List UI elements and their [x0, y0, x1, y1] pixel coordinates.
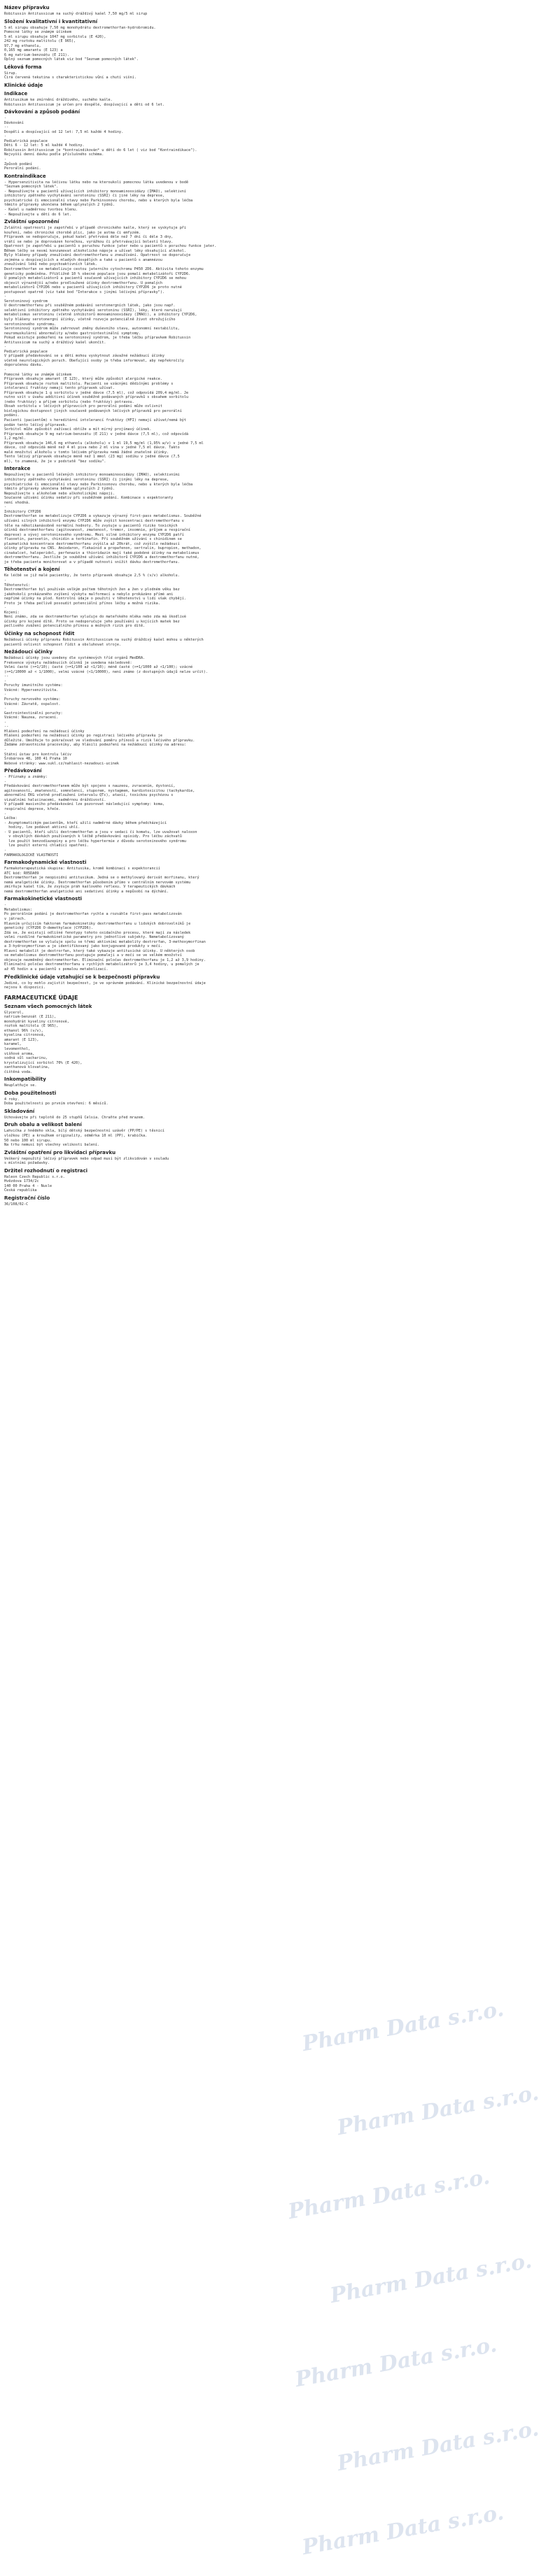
section-body: Robitussin Antitussicum na suchý dráždivý kašel 7,50 mg/5 ml sirup	[4, 12, 148, 16]
section-body: Haleon Czech Republic s.r.o. Hvězdova 1734/2c 140 00 Praha 4 - Nusle Česká republika	[4, 1174, 65, 1193]
watermark: Pharm Data s.r.o.	[293, 2332, 499, 2393]
section-body: Lahvička z hnědého skla, bílý dětský bezpečnostní uzávěr (PP/PE) s těsnicí vložkou (PE) a kroužkem originality, odměrka 10 ml (PP), krabička. 50 nebo 100 ml sirupu. Na trhu nemusí být všechny velikosti balení.	[4, 1129, 165, 1148]
document-section	[4, 631, 416, 647]
section-body: Nežádoucí účinky přípravku Robitussin Antitussicum na suchý dráždivý kašel mohou u některých pacientů ovlivnit schopnost řídit a obsluhovat stroje.	[4, 637, 204, 647]
section-body: Jediné, co by mohlo zajistit bezpečnost, je ve správném podávání. Klinické bezpečnostní údaje nejsou k dispozici.	[4, 981, 206, 990]
section-heading: Seznam všech pomocných látek	[4, 1003, 92, 1009]
section-body: - Příznaky a známky: - Předávkování dextromethorfanem může být spojeno s nauzeou, zvracením, dystonií, agitovaností, zmateností, somnolencí, stuporem, nystagmem, kardiotoxicitou (tachykardie, abnormální EKG včetně prodloužení intervalu QTc), ataxií, toxickou psychózou s vizuálními halucinacemi, nadměrnou dráždivostí. V případě masivního předávkování lze pozorovat následující symptomy: koma, respirační deprese, křeče. - Léčba: - Asymptomatickým pacientům, kteří užili nadměrné dávky během předcházející hodiny, lze podávat aktivní uhlí. - U pacientů, kteří užili dextromethorfan a jsou v sedaci či komatu, lze uvažovat naloxon v obvyklých dávkách používaných k léčbě předávkování opioidy. Pro léčbu záchvatů lze použít benzodiazepiny a pro léčbu hypertermie z důvodu serotoninového syndromu lze použít externí chladící opatření. - FARMAKOLOGICKÉ VLASTNOSTI	[4, 775, 197, 858]
watermark: Pharm Data s.r.o.	[286, 2164, 492, 2225]
section-heading: Zvláštní upozornění	[4, 219, 59, 225]
document-section	[4, 91, 416, 107]
watermark: Pharm Data s.r.o.	[335, 2416, 541, 2477]
section-heading: Inkompatibility	[4, 1076, 46, 1083]
section-body: Glycerol, natrium-benzoát (E 211), monohydrát kyseliny citronové, roztok maltitolu (E 965), ethanol 96% (v/v), kyselina citronová, amarant (E 123), karamel, levomenthol, višňové aroma, sodná sůl sacharinu, krystalizující sorbitol 70% (E 420), xanthanová klovatina, čištěná voda.	[4, 1010, 83, 1074]
section-heading: Interakce	[4, 466, 31, 472]
document-section	[4, 768, 416, 858]
document-section	[4, 1122, 416, 1147]
section-body: Neuplatňuje se.	[4, 1083, 37, 1088]
document-section	[4, 219, 416, 464]
document-section	[4, 649, 416, 766]
document-section	[4, 5, 416, 17]
section-body: Sirup. Čirá červená tekutina s charakteristickou vůní a chutí višní.	[4, 71, 136, 80]
section-heading: Druh obalu a velikost balení	[4, 1122, 82, 1128]
document-section	[4, 109, 416, 171]
document-section	[4, 860, 416, 894]
section-body: Uchovávejte při teplotě do 25 stupňů Celsia. Chraňte před mrazem.	[4, 1115, 146, 1120]
section-body: - Metabolismus: Po perorálním podání je dextromethorfan rychle a rozsáhle first-pass metabolizován v játrech. Hlavním určujícím faktorem farmakokinetiky dextromethorfanu u lidských dobrovolníků je genetický (CYP2D6 O-demethylace (CYP2D6). Zdá se, že existují odlišné fenotypy tohoto oxidačního procesu, které mají za následek velmi rozdílné farmakokinetické parametry pro jednotlivé subjekty. Nemetabolizovaný dextromethorfan se vylučuje spolu se třemi aktivními metabolity dextrorfan, 3-methoxymorfinan a 3-hydroxymorfinan a je identifikovaný jako konjugované produkty v moči. Hlavní metabolit je dextrorfan, který také vykazuje antitusické účinky. U některých osob se metabolismus dextromethorfanu postupuje pomaleji a v moči se ve velkém množství objevuje nezměněný dextromethorfan. Eliminační poločas dextromethorfanu je 1,2 až 3,9 hodiny. Eliminační poločas dextromethorfanu u rychlých metabolizátorů je 3,4 hodiny, u pomalých je až 45 hodin a u pacientů s pomalou metabolizací.	[4, 903, 206, 972]
document-section	[4, 1168, 416, 1193]
section-body: Zvláštní opatrnosti je zapotřebí v případě chronického kašle, který se vyskytuje při kouření, nebo chronické chorobě plic, jako je astma či emfyzém. Přípravek se nedoporučuje, pokud kašel přetrvává déle než 7 dní či déle 3 dny, vrátí se nebo je doprovázen horečkou, vyrážkou či přetrvávající bolestí hlavy. Opatrnost je zapotřebí u pacientů s poruchou funkce jater nebo u pacientů s poruchou funkce jater. Během léčby se nesmí konzumovat alkoholické nápoje a užívat léky obsahující alkohol. Byly hlášeny případy zneužívání dextromethorfanu u zneužívání. Opatrnost se doporučuje zejména u dospívajících a mladých dospělých a také u pacientů s anamnézou zneužívání léků nebo psychoaktivních látek. Dextromethorfan se metabolizuje cestou jaterního cytochromu P450 2D6. Aktivita tohoto enzymu geneticky podmíněna. Přibližně 10 % obecné populace jsou pomalí metabolizátoři CYP2D6. U pomalých metabolizátorů a pacientů současně užívajících inhibitory CYP2D6 se mohou objevit výraznější a/nebo prodloužené účinky dextromethorfanu. U pomalých metabolizátorů CYP2D6 nebo u pacientů užívajících inhibitory CYP2D6 je proto nutné postupovat opatrně (viz také bod "Interakce s jinými léčivými přípravky"). - Serotoninový syndrom U dextromethorfanu při souběžném podávání serotonergních látek, jako jsou např. selektivní inhibitory zpětného vychytávání serotoninu (SSRI), léky, které narušují metabolismus serotoninu (včetně inhibitorů monoaminooxidázy (IMAO)), a inhibitory CYP2D6, byly hlášeny serotonergní účinky, včetně rozvoje potenciálně život ohrožujícího serotoninového syndromu. Serotoninový syndrom může zahrnovat změny duševního stavu, autonomní nestabilitu, neuromuskulární abnormality a/nebo gastrointestinální symptomy. Pokud existuje podezření na serotoninový syndrom, je třeba léčbu přípravkem Robitussin Antitussicum na suchý a dráždivý kašel ukončit. - Pediatrická populace V případě předávkování se u dětí mohou vyskytnout závažné nežádoucí účinky včetně neurologických poruch. Obeťující osoby je třeba informovat, aby nepřekročily doporučenou dávku. - Pomocné látky se známým účinkem Přípravek obsahuje amarant (E 123), který může způsobit alergické reakce. Přípravek obsahuje roztok maltitolu. Pacienti se vzácnými dědičnými problémy s intolerancí fruktózy nemají tento přípravek užívat. Přípravek obsahuje 1 g sorbitolu v jedné dávce (7,5 ml), což odpovídá 209,4 mg/ml. Je nutno vzít v úvahu additivní účinek souběžně podávaných přípravků s obsahem sorbitolu (nebo fruktózy) a příjem sorbitolu (nebo fruktózy) potravou. Obsah sorbitolu v léčivých přípravcích pro perorální podání může ovlivnit biologickou dostupnost jiných současně podávaných léčivých přípravků pro perorální podání. Pacienti (pacientům) s hereditární intolerancí fruktózy (HFI) nemají užívat/nemá být podán tento léčivý přípravek. Sorbitol může způsobit zažívací obtíže a mít mírný projímavý účinek. Přípravek obsahuje 9 mg natrium-benzoátu (E 211) v jedné dávce (7,5 ml), což odpovídá 1,2 mg/ml. Přípravek obsahuje 146,6 mg ethanolu (alkoholu) v 1 ml 19,5 mg/ml (1,95% w/v) v jedné 7,5 ml dávce, což odpovídá méně než 4 ml piva nebo 2 ml vína v jedné 7,5 ml dávce. Takto malé množství alkoholu v tomto léčivém přípravku nemá žádné znatelné účinky. Tento léčivý přípravek obsahuje méně než 1 mmol (23 mg) sodíku v jedné dávce (7,5 ml), to znamená, že je v podstatě "bez sodíku".	[4, 226, 217, 464]
section-heading: Držitel rozhodnutí o registraci	[4, 1167, 88, 1174]
section-body: - Hypersenzitivita na léčivou látku nebo na kteroukoli pomocnou látku uvedenou v bodě "Seznam pomocných látek". - Nepoužívejte u pacientů užívajících inhibitory monoaminooxidázy (IMAO), selektivní inhibitory zpětného vychytávání serotoninu (SSRI) či jiné léky na deprese, psychiatrické či emocionální stavy nebo Parkinsonovu chorobu, nebo u kterých byla léčba těmito přípravky ukončena během uplynulých 2 týdnů. - Kašel u nadměrnou tvorbou hlenu. - Nepoužívejte u dětí do 6 let.	[4, 180, 193, 217]
section-heading: Kontraindikace	[4, 173, 46, 179]
document-section	[4, 1004, 416, 1075]
section-body: Ke léčbě se již malé pacientky, že tento přípravek obsahuje 2,5 % (v/v) alkoholu. - Těhotenství: Dextromethorfan byl používán velkým počtem těhotných žen a žen v plodném věku bez jakéhokoli prokázaného zvýšení výskytu malformací a nebylo prokázáno přímé ani nepřímé účinky na plod. Kontrolní údaje o použití v těhotenství u lidí však chybějí. Proto je třeba pečlivě posoudit potenciální přínos léčby a možná rizika. - Kojení: Není známo, zda se dextromethorfan vylučuje do mateřského mléka nebo zda má škodlivé účinky pro kojené dítě. Proto se nedoporučuje jeho používání u kojících matek bez pečlivého zvážení potenciálního přínosu a možných rizik pro dítě.	[4, 574, 186, 629]
section-body: Nepoužívejte u pacientů léčených inhibitory monoaminooxidázy (IMAO), selektivními inhibitory zpětného vychytávání serotoninu (SSRI) či jinými léky na deprese, psychiatrické či emocionální stavy nebo Parkinsonovu chorobu, nebo u kterých byla léčba těmito přípravky ukončena během uplynulých 2 týdnů. Nepoužívejte s alkoholem nebo alkoholickými nápoji. Současné užívání účinku sedativ při souběžném podání. Kombinace s expektoranty není vhodná. - Inhibitory CYP2D6 Dextromethorfan se metabolizuje CYP2D6 a vykazuje výrazný first-pass metabolismus. Souběžné užívání silných inhibitorů enzymu CYP2D6 může zvýšit koncentraci dextromethorfanu v těle na několikanásobně normální hodnoty. To zvyšuje u pacientů riziko toxických účinků dextromethorfanu (agitovanost, zmatenost, tremor, insomnie, průjem a respirační deprese) a vývoj serotoninového syndromu. Mezi silné inhibitory enzymu CYP2D6 patří fluoxetin, paroxetin, chinidin a terbinafin. Při souběžném užívání s chinidinem se plazmatická koncentrace dextromethorfanu zvýšila až 20krát, což zvýšilo nežádoucí účinky přípravku na CNS. Amiodaron, flekainid a propafenon, sertralin, bupropion, methadon, cinakalcet, haloperidol, perfenazin a thioridazin mají také podobné účinky na metabolismus dextromethorfanu. Jestliže je souběžné užívání inhibitorů CYP2D6 a dextromethorfanu nutné, je třeba pacienta monitorovat a v případě nutnosti snížit dávku dextromethorfanu.	[4, 473, 202, 564]
document-section	[4, 1150, 416, 1166]
section-heading: Předávkování	[4, 768, 42, 774]
document-section	[4, 466, 416, 564]
document-section	[4, 896, 416, 972]
document-section	[4, 83, 416, 89]
section-heading: Účinky na schopnost řídit	[4, 630, 75, 636]
section-body: Nežádoucí účinky jsou uvedeny dle systémových tříd orgánů MedDRA. Frekvence výskytu nežádoucích účinků je uvedena následovně: Velmi časté (>=1/10); časté (>=1/100 až <1/10); méně časté (>=1/1000 až <1/100); vzácné (>=1/10000 až < 1/1000), velmi vzácné (<1/10000), není známo (z dostupných údajů nelze určit). -- - Poruchy imunitního systému: Vzácné: Hypersenzitivita. - Poruchy nervového systému: Vzácné: Závratě, ospalost. - Gastrointestinální poruchy: Vzácné: Nauzea, zvracení. - -- Hlášení podezření na nežádoucí účinky Hlášení podezření na nežádoucí účinky po registraci léčivého přípravku je důležité. Umožňuje to pokračovat ve sledování poměru přínosů a rizik léčivého přípravku. Žádáme zdravotnické pracovníky, aby hlásili podezření na nežádoucí účinky na adresu: - Státní ústav pro kontrolu léčiv Šrobárova 48, 100 41 Praha 10 Webové stránky: www.sukl.cz/nahlasit-nezadouci-ucinek	[4, 656, 208, 766]
section-heading: Léková forma	[4, 64, 42, 70]
document-section	[4, 173, 416, 217]
watermark: Pharm Data s.r.o.	[335, 2080, 541, 2141]
section-heading: FARMACEUTICKÉ ÚDAJE	[4, 994, 78, 1001]
section-heading: Indikace	[4, 91, 28, 97]
section-body: Antitusikum ke zmírnění dráždivého, suchého kašle. Robitussin Antitussicum je určen pro dospělé, dospívající a děti od 6 let.	[4, 98, 165, 107]
document-section	[4, 1109, 416, 1120]
section-heading: Farmakodynamické vlastnosti	[4, 860, 87, 866]
section-heading: Dávkování a způsob podání	[4, 109, 80, 115]
watermark: Pharm Data s.r.o.	[300, 2500, 506, 2561]
section-heading: Farmakokinetické vlastnosti	[4, 896, 83, 902]
section-body: - Dávkování -- Dospělí a dospívající od 12 let: 7,5 ml každé 4 hodiny. - Pediatrická populace Děti 6 - 12 let: 5 ml každé 4 hodiny. Robitussin Antitussicum je *kontraindikován* u dětí do 6 let ( viz bod "Kontraindikace"). Nejvyšší denní dávku podle příslušného schéma. - Způsob podání Perorální podání.	[4, 116, 197, 171]
watermark: Pharm Data s.r.o.	[328, 2248, 534, 2309]
section-heading: Nežádoucí účinky	[4, 649, 52, 655]
section-body: 5 ml sirupu obsahuje 7,50 mg monohydrátu dextromethorfan-hydrobromidu. Pomocné látky se známým účinkem 5 ml sirupu obsahuje 1047 mg sorbitolu (E 420), 242 mg roztoku maltitolu (E 965), 97,7 mg ethanolu, 0,165 mg amarantu (E 123) a 6 mg natrium-benzoátu (E 211). Úplný seznam pomocných látek viz bod "Seznam pomocných látek".	[4, 25, 156, 62]
document-section	[4, 1090, 416, 1106]
document-section	[4, 19, 416, 62]
section-body: 36/108/02-C	[4, 1202, 29, 1207]
document-section	[4, 995, 416, 1002]
section-body: Veškerý nepoužitý léčivý přípravek nebo odpad musí být zlikvidován v souladu s místními požadavky.	[4, 1156, 169, 1166]
section-heading: Klinické údaje	[4, 83, 43, 89]
document-section	[4, 1195, 416, 1207]
section-body: Farmakoterapeutická skupina: Antitusika, kromě kombinací s expektorancií ATC kód: R05DA09 Dextromethorfan je neopioidní antitusikum. Jedná se o methylovaný derivát morfinanu, který nemá analgetické účinky. Dextromethorfan působením přímo v centrálním nervovém systému zmírňuje kašel tím, že zvyšuje práh kašlového reflexu. V terapeutických dávkách nemá dextromethorfan analgetické ani sedativní účinky a nepůsobí na dýchání.	[4, 867, 199, 894]
document-content	[4, 5, 416, 1207]
document-section	[4, 974, 416, 990]
section-heading: Registrační číslo	[4, 1195, 50, 1201]
section-heading: Předklinické údaje vztahující se k bezpečnosti přípravku	[4, 974, 160, 980]
document-section	[4, 64, 416, 80]
section-body: 4 roky. Doba použitelnosti po prvním otevření: 6 měsíců.	[4, 1097, 108, 1106]
section-heading: Doba použitelnosti	[4, 1090, 57, 1096]
document-section	[4, 567, 416, 629]
section-heading: Těhotenství a kojení	[4, 567, 60, 573]
section-heading: Zvláštní opatření pro likvidaci přípravku	[4, 1149, 116, 1155]
section-heading: Skladování	[4, 1108, 35, 1114]
section-heading: Název přípravku	[4, 5, 50, 10]
document-section	[4, 1076, 416, 1088]
watermark: Pharm Data s.r.o.	[300, 1996, 506, 2057]
section-heading: Složení kvalitativní i kvantitativní	[4, 18, 98, 24]
